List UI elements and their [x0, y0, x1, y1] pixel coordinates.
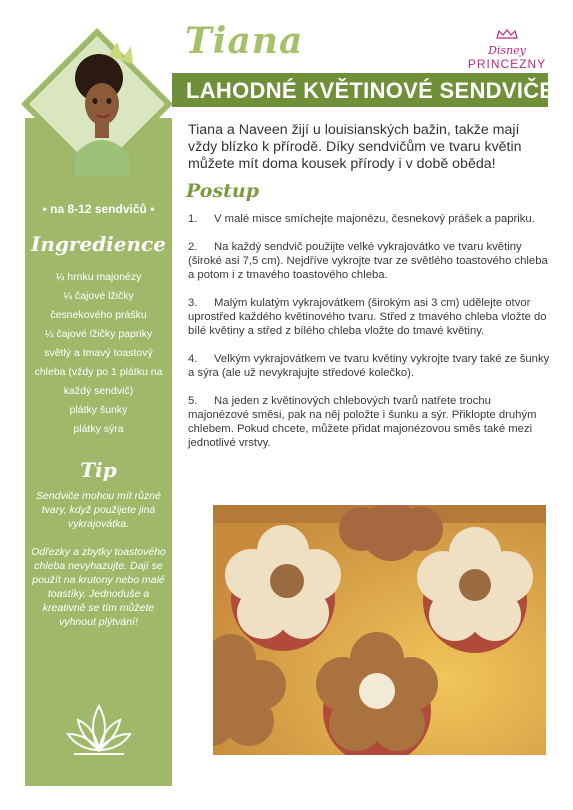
list-item: světlý a tmavý toastový chleba (vždy po 1 plátku na každý sendvič)	[34, 347, 163, 397]
list-item: plátky sýra	[73, 423, 124, 435]
logo-princezny: PRINCEZNY	[467, 57, 547, 71]
intro-paragraph: Tiana a Naveen žijí u louisianských bažin, takže mají vždy blízko k přírodě. Díky sendvičům ve tvaru květin můžete mít doma kousek přírody i v době oběda!	[188, 122, 522, 172]
step-item: 3. Malým kulatým vykrajovátkem (širokým asi 3 cm) udělejte otvor uprostřed každého květinového tvaru. Střed z tmavého chleba vložte do bílé květiny a střed z bílého chleba vložte do tmavé květiny.	[188, 297, 547, 337]
brand-title: Tiana	[185, 20, 304, 62]
list-item: ¼ čajové lžičky česnekového prášku	[50, 290, 147, 321]
sandwich-photo	[213, 505, 546, 755]
title-banner	[172, 73, 555, 107]
tip-paragraph: Sendviče mohou mít různé tvary, když použijete jiná vykrajovátka.	[36, 490, 161, 530]
step-item: 5. Na jeden z květinových chlebových tvarů natřete trochu majonézové směsi, pak na něj položte i šunku a sýr. Přiklopte druhým chlebem. Pokud chcete, můžete přidat majonézovou směs také mezi jednotlivé vrstvy.	[188, 395, 537, 449]
sidebar-panel	[25, 118, 172, 786]
portrait-diamond-frame	[19, 26, 175, 182]
disney-princess-logo	[462, 26, 552, 71]
step-item: 2. Na každý sendvič použijte velké vykrajovátko ve tvaru květiny (široké asi 7,5 cm). Nejdříve vykrojte tvar ze světlého toastového chleba a potom i z tmavého toastového chleba.	[188, 241, 548, 281]
list-item: ¼ hrnku majonézy	[55, 271, 142, 283]
list-item: plátky šunky	[69, 404, 128, 416]
tip-paragraph: Odřezky a zbytky toastového chleba nevyhazujte. Dají se použít na krutony nebo malé toastíky. Jednoduše a kreativně se tím můžete vyhnout plýtvání!	[31, 546, 166, 628]
tip-text	[25, 489, 172, 643]
ingredients-list	[25, 268, 172, 439]
step-item: 1. V malé misce smíchejte majonézu, česnekový prášek a papriku.	[188, 213, 535, 225]
crown-icon	[496, 29, 518, 39]
logo-disney: Disney	[488, 44, 526, 57]
list-item: ¼ čajové lžičky papriky	[44, 328, 153, 340]
page-title: LAHODNÉ KVĚTINOVÉ SENDVIČE	[186, 78, 555, 103]
tip-heading: Tip	[80, 458, 117, 482]
method-steps	[188, 212, 550, 464]
ingredients-heading: Ingredience	[31, 232, 166, 256]
lotus-icon	[64, 698, 134, 760]
step-item: 4. Velkým vykrajovátkem ve tvaru květiny vykrojte tvary také ze šunky a sýra (ale už nevykrajujte středové kolečko).	[188, 353, 550, 379]
servings-label: • na 8-12 sendvičů •	[42, 202, 155, 216]
method-heading: Postup	[186, 180, 260, 202]
